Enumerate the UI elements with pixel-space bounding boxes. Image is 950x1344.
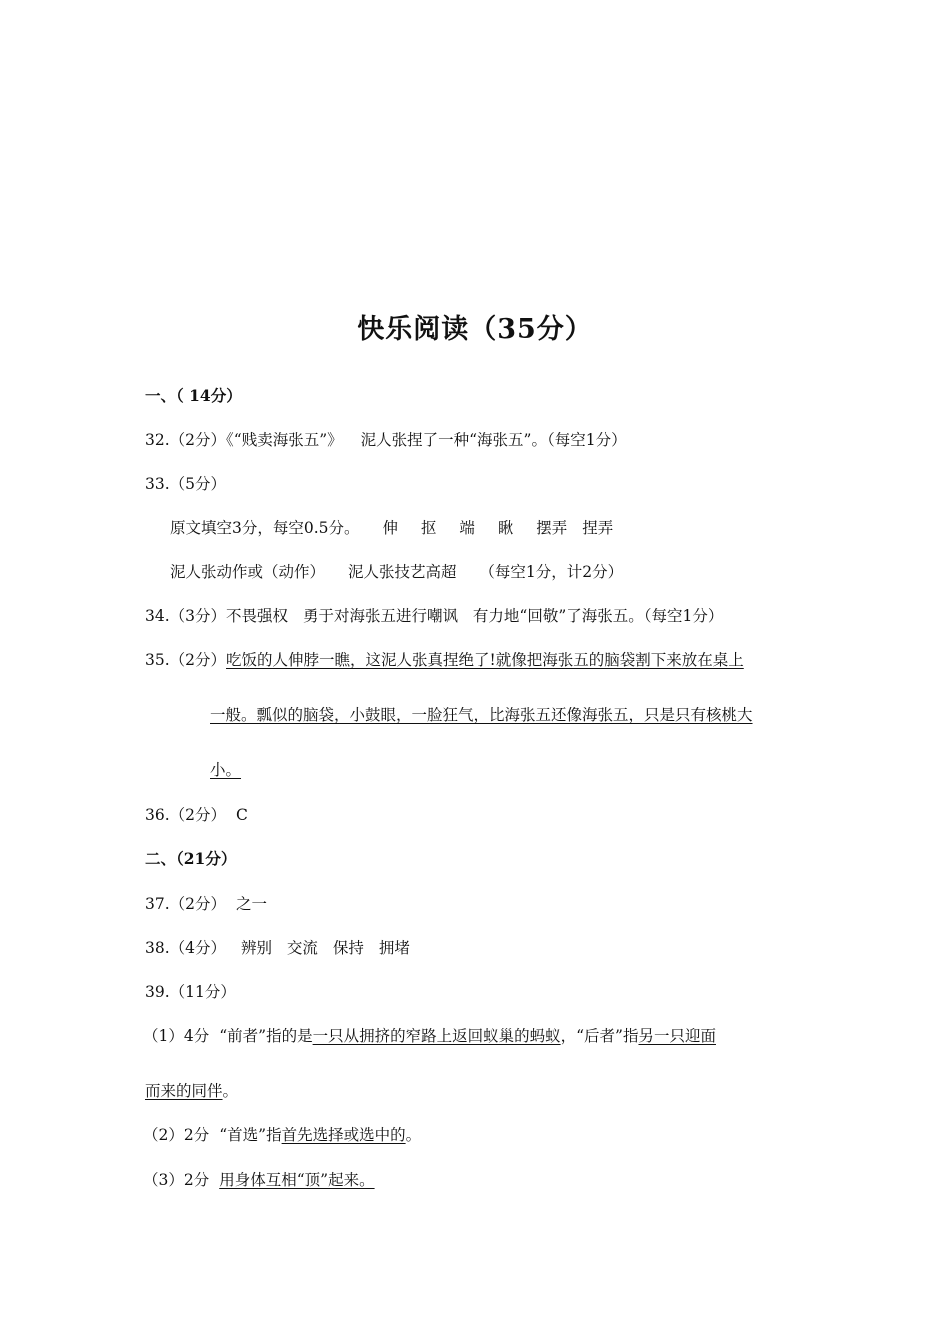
underlined-answer: 而来的同伴 [145, 1082, 223, 1100]
answer-text: “首选”指 [219, 1126, 282, 1144]
question-number: 37.（2分） [145, 895, 227, 913]
answer-38 [145, 938, 410, 958]
underlined-answer: 一只从拥挤的窄路上返回蚁巢的蚂蚁 [312, 1027, 561, 1045]
answer-text: 原文填空3分，每空0.5分。 [170, 519, 360, 537]
answer-35-line2 [210, 705, 753, 725]
answer-word: 捏弄 [582, 519, 614, 537]
answer-34 [145, 606, 723, 626]
answer-text: 《“贱卖海张五”》 [226, 431, 343, 449]
underlined-answer: 用身体互相“顶”起来。 [219, 1171, 375, 1189]
answer-word: 摆弄 [536, 519, 568, 537]
answer-word: 拥堵 [378, 939, 410, 957]
part-label: （1）4分 [143, 1027, 210, 1045]
part-label: （2）2分 [143, 1126, 210, 1144]
underlined-answer: 首先选择或选中的 [281, 1126, 406, 1144]
answer-35-line1 [145, 650, 744, 670]
answer-33-line1 [170, 518, 613, 538]
answer-39-part1-line2 [145, 1081, 238, 1101]
answer-37 [145, 894, 267, 914]
answer-word: 保持 [332, 939, 364, 957]
underlined-answer: 一般。瓢似的脑袋，小鼓眼，一脸狂气，比海张五还像海张五，只是只有核桃大 [210, 706, 753, 724]
answer-text: 。 [405, 1126, 422, 1144]
answer-text: 勇于对海张五进行嘲讽 [302, 607, 458, 625]
question-number: 36.（2分） [145, 806, 227, 824]
page-title: 快乐阅读（35分） [357, 314, 593, 345]
section-two-heading: 二、（21分） [145, 849, 237, 868]
answer-32 [145, 430, 627, 450]
part-label: （3）2分 [143, 1171, 210, 1189]
answer-word: 伸 [382, 519, 398, 537]
question-number: 35.（2分） [145, 651, 227, 669]
answer-text: “前者”指的是 [219, 1027, 313, 1045]
question-number: 34.（3分） [145, 607, 227, 625]
underlined-answer: 另一只迎面 [638, 1027, 716, 1045]
answer-39-part3 [143, 1170, 375, 1190]
answer-33-line2 [170, 562, 623, 582]
answer-39-number: 39.（11分） [145, 983, 236, 1001]
answer-33-number: 33.（5分） [145, 475, 227, 493]
answer-word: 抠 [420, 519, 437, 537]
underlined-answer: 小。 [210, 761, 242, 779]
answer-text: 泥人张捏了一种“海张五”。（每空1分） [360, 431, 627, 449]
answer-text: 有力地“回敬”了海张五。（每空1分） [472, 607, 724, 625]
answer-text: 。 [222, 1082, 239, 1100]
answer-text: 之一 [236, 895, 268, 913]
section-one-heading: 一、（ 14分） [145, 386, 242, 405]
answer-word: 端 [459, 519, 475, 537]
answer-39-part2 [143, 1125, 421, 1145]
answer-word: 交流 [286, 939, 318, 957]
answer-text: 不畏强权 [226, 607, 289, 625]
answer-word: 瞅 [497, 519, 514, 537]
answer-text: ，“后者”指 [560, 1027, 639, 1045]
answer-36 [145, 805, 248, 825]
question-number: 38.（4分） [145, 939, 227, 957]
underlined-answer: 吃饭的人伸脖一瞧，这泥人张真捏绝了!就像把海张五的脑袋割下来放在桌上 [226, 651, 744, 669]
answer-35-line3 [210, 760, 241, 780]
answer-text: 泥人张动作或（动作） [170, 563, 326, 581]
answer-text: （每空1分，计2分） [479, 563, 624, 581]
answer-text: C [236, 806, 248, 824]
answer-word: 辨别 [240, 939, 272, 957]
answer-text: 泥人张技艺高超 [347, 563, 457, 581]
question-number: 32.（2分） [145, 431, 227, 449]
answer-39-part1-line1 [143, 1026, 716, 1046]
